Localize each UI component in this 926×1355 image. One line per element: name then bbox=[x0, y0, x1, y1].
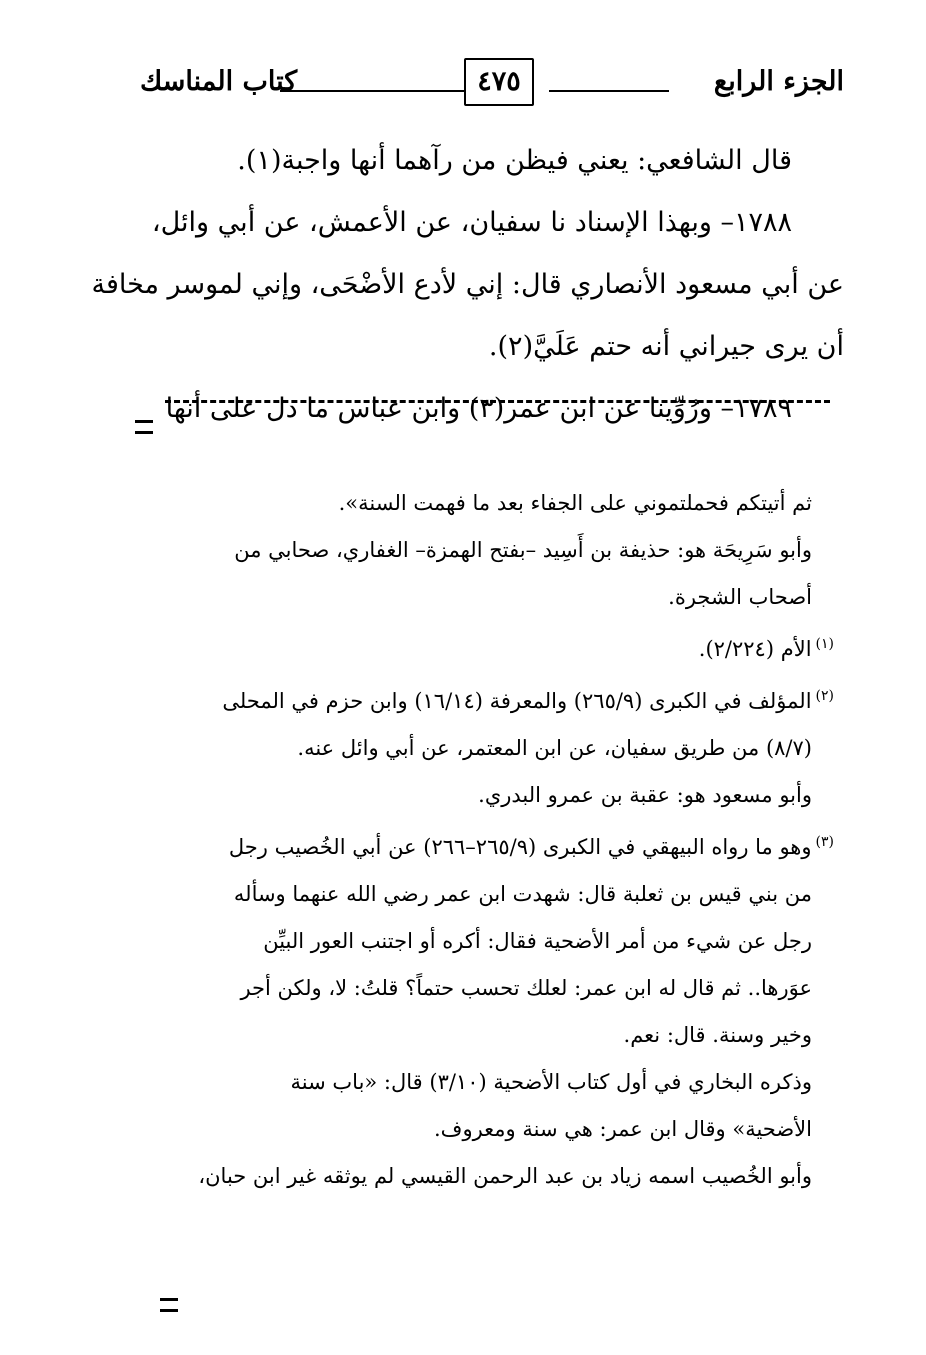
footnote-line: رجل عن شيء من أمر الأضحية فقال: أكره أو اجتنب العور البيِّن bbox=[263, 929, 812, 953]
footnote-number: (٣) bbox=[815, 834, 834, 850]
continuation-mark bbox=[135, 420, 153, 434]
footnote-line: الأضحية» وقال ابن عمر: هي سنة ومعروف. bbox=[434, 1117, 812, 1141]
page-number: ٤٧٥ bbox=[464, 58, 534, 106]
text-line: ١٧٨٨– وبهذا الإسناد نا سفيان، عن الأعمش، عن أبي وائل، bbox=[151, 207, 792, 238]
footnote-number: (١) bbox=[815, 636, 834, 652]
footnotes bbox=[144, 480, 834, 1200]
footnote-1: $^{(١)}$الأم (٢/٢٢٤). bbox=[698, 636, 834, 661]
text-line: عن أبي مسعود الأنصاري قال: إني لأدع الأضْحَى، وإني لموسر مخافة bbox=[91, 269, 844, 300]
footnote-separator bbox=[165, 400, 830, 403]
footnote-number: (٢) bbox=[815, 688, 834, 704]
continuation-mark bbox=[160, 1298, 178, 1312]
main-text bbox=[91, 130, 844, 440]
footnote-2: $^{(٢)}$المؤلف في الكبرى (٢٦٥/٩) والمعرفة (١٦/١٤) وابن حزم في المحلى bbox=[222, 688, 834, 713]
footnote-line: وأبو سَرِيحَة هو: حذيفة بن أَسِيد –بفتح الهمزة– الغفاري، صحابي من bbox=[234, 538, 812, 562]
footnote-line: من بني قيس بن ثعلبة قال: شهدت ابن عمر رضي الله عنهما وسأله bbox=[233, 882, 812, 906]
text-line: ١٧٨٩– ورُوِّينا عن ابن عمر(٣) وابن عباس ما دل على أنها bbox=[165, 393, 792, 424]
footnote-line: أصحاب الشجرة. bbox=[668, 585, 812, 609]
book-title: كتاب المناسك bbox=[140, 66, 298, 97]
text-line: أن يرى جيراني أنه حتم عَلَيَّ(٢). bbox=[488, 331, 844, 362]
volume-label: الجزء الرابع bbox=[713, 66, 844, 97]
running-header bbox=[140, 58, 844, 118]
footnote-line: ثم أتيتكم فحملتموني على الجفاء بعد ما فهمت السنة». bbox=[338, 491, 812, 515]
footnote-line: وخير وسنة. قال: نعم. bbox=[623, 1023, 812, 1047]
footnote-line: وأبو الخُصيب اسمه زياد بن عبد الرحمن القيسي لم يوثقه غير ابن حبان، bbox=[198, 1164, 812, 1188]
footnote-line: (٨/٧) من طريق سفيان، عن ابن المعتمر، عن أبي وائل عنه. bbox=[297, 736, 812, 760]
header-rule-right bbox=[549, 90, 669, 92]
footnote-3: $^{(٣)}$وهو ما رواه البيهقي في الكبرى (٢٦٥/٩–٢٦٦) عن أبي الخُصيب رجل bbox=[228, 834, 834, 859]
footnote-line: وذكره البخاري في أول كتاب الأضحية (٣/١٠) قال: «باب سنة bbox=[290, 1070, 812, 1094]
text-line: قال الشافعي: يعني فيظن من رآهما أنها واجبة(١). bbox=[237, 145, 792, 176]
header-rule-left bbox=[280, 90, 465, 92]
footnote-line: عوَرها.. ثم قال له ابن عمر: لعلك تحسب حتماً؟ قلتُ: لا، ولكن أجر bbox=[240, 976, 812, 1000]
footnote-line: وأبو مسعود هو: عقبة بن عمرو البدري. bbox=[478, 783, 812, 807]
